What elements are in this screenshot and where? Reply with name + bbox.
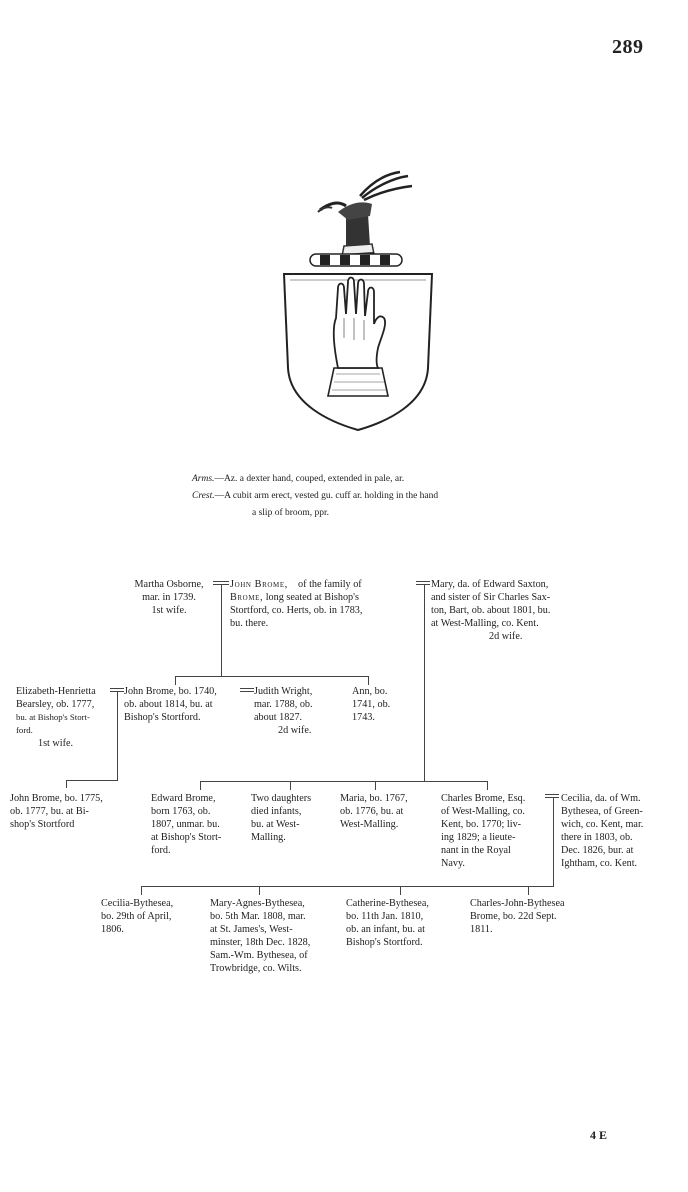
crest-line: Crest.—A cubit arm erect, vested gu. cuff ar. holding in the hand	[192, 491, 439, 501]
tick-cecilia	[141, 886, 142, 895]
bar-to-john-1775	[66, 780, 118, 781]
marriage-line-john-mary	[416, 581, 430, 582]
entry-cecilia-bythesea-wife: Cecilia, da. of Wm. Bythesea, of Green- wich, co. Kent, mar. there in 1803, ob. Dec. 1826, bur. at Ightham, co. Kent.	[561, 793, 644, 869]
marriage-line-charles-cecilia	[545, 794, 559, 795]
sibling-bar-gen2	[175, 676, 369, 677]
entry-elizabeth-henrietta: Elizabeth-Henrietta Bearsley, ob. 1777, bu. at Bishop's Stort- ford. 1st wife.	[16, 686, 96, 749]
coat-of-arms	[276, 168, 440, 434]
tick-john-jr	[175, 676, 176, 685]
marriage-line-john-judith-2	[240, 691, 254, 692]
tick-mary-agnes	[259, 886, 260, 895]
tick-charles	[487, 781, 488, 790]
tick-edward	[200, 781, 201, 790]
descent-line-first	[221, 584, 222, 676]
descent-line-second	[424, 584, 425, 781]
entry-cecilia-bythesea: Cecilia-Bythesea, bo. 29th of April, 1806.	[101, 898, 174, 935]
tick-two-daughters	[290, 781, 291, 790]
tick-charles-john	[528, 886, 529, 895]
sibling-bar-gen3	[200, 781, 488, 782]
entry-charles-brome: Charles Brome, Esq. of West-Malling, co. Kent, bo. 1770; liv- ing 1829; a lieute- nant in the Royal Navy.	[441, 793, 526, 869]
entry-mary-agnes-bythesea: Mary-Agnes-Bythesea, bo. 5th Mar. 1808, mar. at St. James's, West- minster, 18th Dec. 1828, Sam.-Wm. Bythesea, of Trowbridge, co. Wilts.	[210, 898, 311, 974]
entry-john-brome-1775: John Brome, bo. 1775, ob. 1777, bu. at Bi- shop's Stortford	[10, 793, 103, 830]
entry-edward-brome: Edward Brome, born 1763, ob. 1807, unmar. bu. at Bishop's Stort- ford.	[151, 793, 222, 856]
entry-ann: Ann, bo. 1741, ob. 1743.	[352, 686, 391, 723]
entry-catherine-bythesea: Catherine-Bythesea, bo. 11th Jan. 1810, ob. an infant, bu. at Bishop's Stortford.	[346, 898, 429, 948]
sibling-bar-gen4	[141, 886, 554, 887]
entry-martha-osborne: Martha Osborne, mar. in 1739. 1st wife.	[134, 579, 204, 616]
tick-ann	[368, 676, 369, 685]
tick-maria	[375, 781, 376, 790]
entry-maria: Maria, bo. 1767, ob. 1776, bu. at West-Malling.	[340, 793, 408, 830]
entry-two-daughters: Two daughters died infants, bu. at West- Malling.	[251, 793, 312, 843]
marriage-line-john-mary-2	[416, 584, 430, 585]
entry-john-brome-jr: John Brome, bo. 1740, ob. about 1814, bu. at Bishop's Stortford.	[124, 686, 217, 723]
entry-charles-john-bythesea: Charles-John-Bythesea Brome, bo. 22d Sept. 1811.	[470, 898, 565, 935]
crest-wreath	[310, 254, 402, 266]
tick-catherine	[400, 886, 401, 895]
page-number: 289	[612, 36, 644, 58]
crest-cubit-arm	[318, 172, 412, 266]
marriage-line-elizabeth-john	[110, 688, 124, 689]
tick-john-1775	[66, 780, 67, 788]
crest-line-2: a slip of broom, ppr.	[252, 508, 330, 518]
descent-line-elizabeth	[117, 691, 118, 780]
marriage-line-john-judith	[240, 688, 254, 689]
entry-john-brome-sr: John Brome, of the family of Brome, long seated at Bishop's Stortford, co. Herts, ob. in 1783, bu. there.	[230, 579, 363, 629]
blazon	[192, 471, 438, 522]
marriage-line-charles-cecilia-2	[545, 797, 559, 798]
entry-mary-saxton: Mary, da. of Edward Saxton, and sister of Sir Charles Sax- ton, Bart, ob. about 1801, bu. at West-Malling, co. Kent. 2d wife.	[431, 579, 551, 642]
entry-judith-wright: Judith Wright, mar. 1788, ob. about 1827. 2d wife.	[254, 686, 313, 736]
descent-line-charles	[553, 797, 554, 886]
signature-mark: 4 E	[590, 1128, 608, 1142]
arms-line: Arms.—Az. a dexter hand, couped, extended in pale, ar.	[192, 474, 405, 484]
